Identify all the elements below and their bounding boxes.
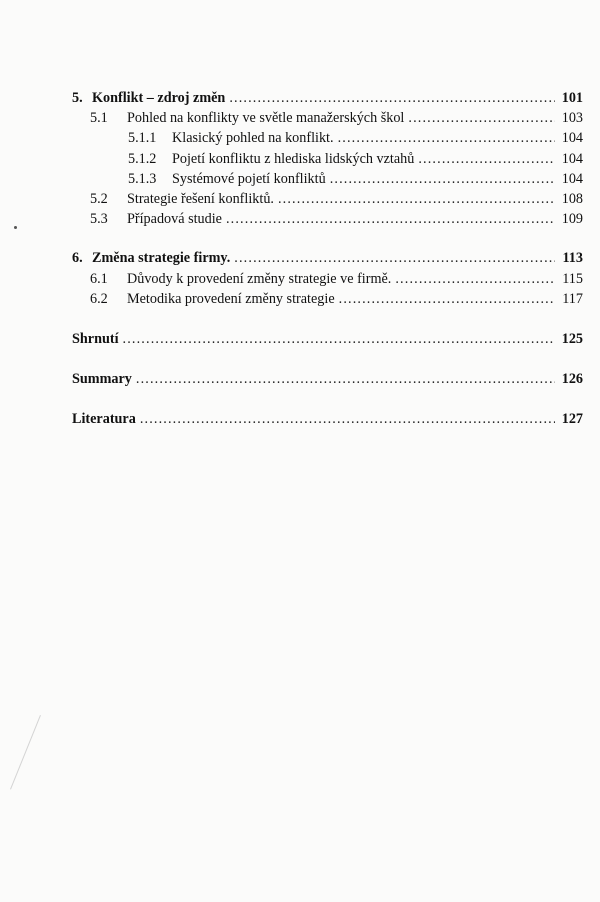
toc-page-number: 104: [561, 170, 583, 187]
toc-leader-dots: [408, 108, 555, 128]
toc-number: 5.3: [90, 211, 108, 228]
toc-title: Klasický pohled na konflikt.: [172, 130, 334, 147]
toc-shrnuti[interactable]: [72, 329, 583, 349]
toc-title: Důvody k provedení změny strategie ve firmě.: [127, 270, 392, 287]
toc-number: 5.: [72, 90, 83, 106]
toc-section-5-1-1[interactable]: [72, 128, 583, 148]
toc-page-number: 115: [562, 270, 583, 287]
toc-leader-dots: [278, 189, 555, 209]
toc-section-6-1[interactable]: [72, 269, 583, 289]
toc-page-number: 109: [561, 211, 583, 228]
toc-page-number: 101: [561, 90, 583, 106]
toc-literatura[interactable]: [72, 409, 583, 429]
toc-section-5-3[interactable]: [72, 209, 583, 229]
toc-page-number: 117: [562, 290, 583, 307]
toc-number: 5.1: [90, 110, 108, 127]
toc-section-6-2[interactable]: [72, 289, 583, 309]
toc-section-5-1[interactable]: [72, 108, 583, 128]
toc-summary[interactable]: [72, 369, 583, 389]
toc-chapter-6[interactable]: [72, 248, 583, 268]
toc-title: Summary: [72, 371, 132, 388]
toc-number: 5.2: [90, 190, 108, 207]
toc-leader-dots: [338, 128, 555, 148]
toc-number: 5.1.2: [128, 150, 157, 167]
toc-title: Pohled na konflikty ve světle manažerských škol: [127, 110, 405, 127]
toc-leader-dots: [234, 248, 555, 268]
toc-title: Pojetí konfliktu z hlediska lidských vztahů: [172, 150, 415, 167]
toc-number: 6.: [72, 250, 83, 267]
toc-number: 5.1.1: [128, 130, 157, 147]
toc-chapter-5[interactable]: [72, 88, 583, 108]
toc-leader-dots: [226, 209, 555, 229]
toc-title: Konflikt – zdroj změn: [92, 90, 226, 106]
table-of-contents: [72, 88, 583, 429]
toc-section-5-1-3[interactable]: [72, 169, 583, 189]
toc-leader-dots: [136, 369, 555, 389]
toc-page-number: 113: [562, 250, 583, 267]
toc-section-5-1-2[interactable]: [72, 149, 583, 169]
toc-leader-dots: [418, 149, 555, 169]
toc-leader-dots: [140, 409, 555, 429]
toc-title: Strategie řešení konfliktů.: [127, 190, 274, 207]
toc-leader-dots: [395, 269, 555, 289]
toc-page-number: 108: [561, 190, 583, 207]
toc-section-5-2[interactable]: [72, 189, 583, 209]
toc-number: 6.2: [90, 290, 108, 307]
toc-leader-dots: [330, 169, 555, 189]
toc-number: 5.1.3: [128, 170, 157, 187]
toc-title: Změna strategie firmy.: [92, 250, 231, 267]
toc-page-number: 104: [561, 130, 583, 147]
toc-title: Případová studie: [127, 211, 222, 228]
toc-title: Literatura: [72, 411, 136, 428]
toc-page-number: 126: [561, 371, 583, 388]
toc-title: Systémové pojetí konfliktů: [172, 170, 326, 187]
toc-title: Metodika provedení změny strategie: [127, 290, 335, 307]
toc-leader-dots: [123, 329, 555, 349]
toc-number: 6.1: [90, 270, 108, 287]
toc-title: Shrnutí: [72, 330, 119, 347]
toc-leader-dots: [339, 289, 555, 309]
stray-dot: [14, 226, 17, 229]
toc-page-number: 125: [561, 330, 583, 347]
scan-mark: [10, 715, 78, 805]
toc-page-number: 127: [561, 411, 583, 428]
toc-leader-dots: [229, 88, 555, 108]
toc-page-number: 104: [561, 150, 583, 167]
toc-page-number: 103: [561, 110, 583, 127]
